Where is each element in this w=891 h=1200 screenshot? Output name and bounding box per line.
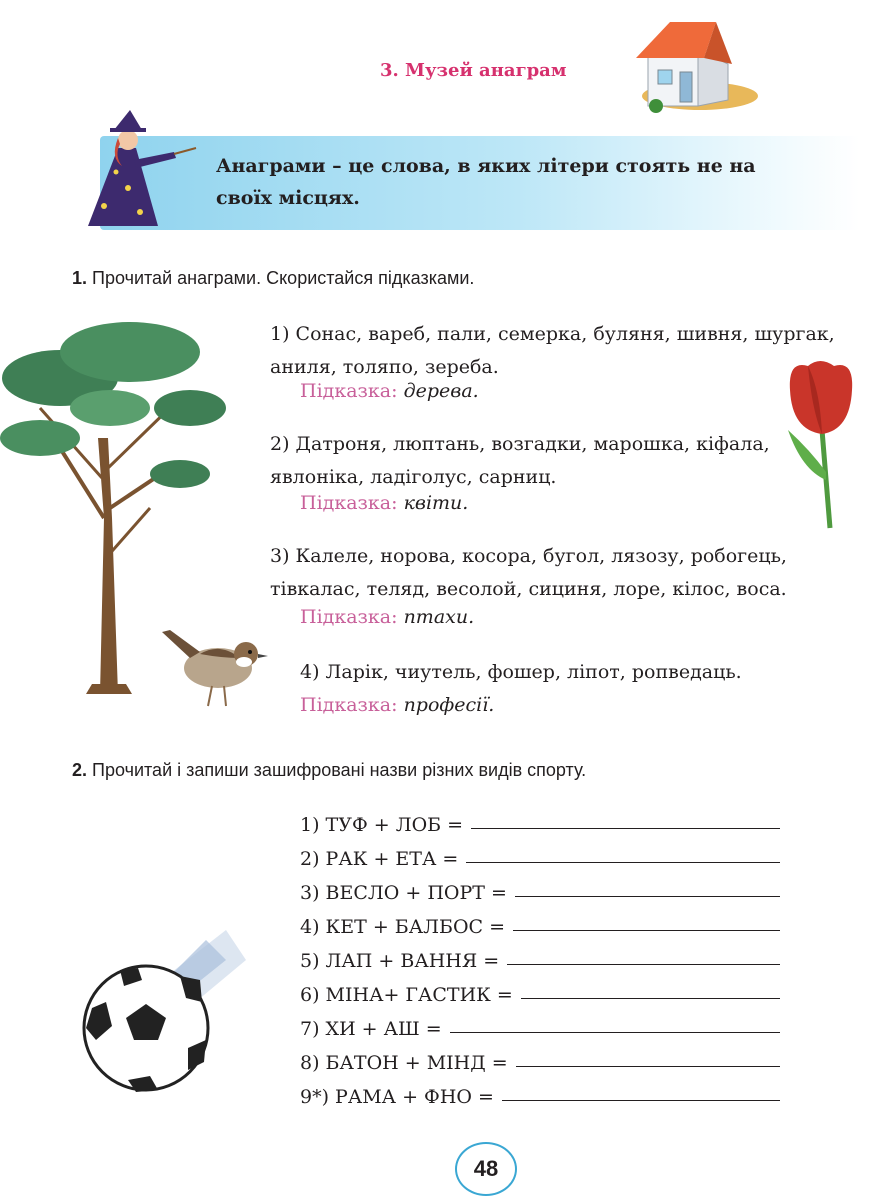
sport-item: [300, 870, 780, 904]
sport-item: [300, 836, 780, 870]
hint-label: Підказка:: [300, 492, 398, 514]
definition-term: Анаграми: [216, 155, 326, 177]
task1-item-3: 3) Калеле, норова, косора, бугол, лязозу, робогець, тівкалас, теляд, весолой, сициня, лоре, кілос, воса.: [270, 545, 787, 600]
answer-line[interactable]: [516, 1065, 780, 1067]
sport-item: [300, 1040, 780, 1074]
hint-value: квіти.: [403, 492, 469, 514]
task1-instruction: Прочитай анаграми. Скористайся підказками.: [87, 268, 475, 288]
sport-item: [300, 972, 780, 1006]
answer-line[interactable]: [502, 1099, 780, 1101]
house-icon: [600, 14, 760, 114]
sport-item: [300, 802, 780, 836]
task1-hint-1: [300, 380, 479, 402]
task1-hint-4: [300, 694, 494, 716]
hint-label: Підказка:: [300, 694, 398, 716]
sport-item-text: 6) МІНА+ ГАСТИК =: [300, 984, 513, 1006]
sport-item-text: 7) ХИ + АШ =: [300, 1018, 442, 1040]
task1-item-1: 1) Сонас, вареб, пали, семерка, буляня, шивня, шургак, аниля, толяпо, зереба.: [270, 323, 835, 378]
sport-list: [300, 802, 780, 1108]
hint-label: Підказка:: [300, 606, 398, 628]
answer-line[interactable]: [515, 895, 780, 897]
hint-value: професії.: [403, 694, 495, 716]
sparrow-icon: [160, 618, 268, 710]
task2-instruction: Прочитай і запиши зашифровані назви різних видів спорту.: [87, 760, 587, 780]
sport-item-text: 9*) РАМА + ФНО =: [300, 1086, 494, 1108]
task1-number: 1.: [72, 268, 88, 288]
hint-label: Підказка:: [300, 380, 398, 402]
task1-hint-2: [300, 492, 468, 514]
sport-item-text: 4) КЕТ + БАЛБОС =: [300, 916, 506, 938]
task2-number: 2.: [72, 760, 88, 780]
sport-item: [300, 938, 780, 972]
sport-item-text: 1) ТУФ + ЛОБ =: [300, 814, 464, 836]
sport-item-text: 5) ЛАП + ВАННЯ =: [300, 950, 500, 972]
definition-body: – це слова, в яких літери стоять не на своїх місцях.: [216, 155, 756, 209]
answer-line[interactable]: [513, 929, 780, 931]
sport-item: [300, 904, 780, 938]
task1-hint-3: [300, 606, 474, 628]
soccer-ball-icon: [76, 930, 246, 1100]
sport-item-text: 3) ВЕСЛО + ПОРТ =: [300, 882, 507, 904]
answer-line[interactable]: [507, 963, 780, 965]
sport-item: [300, 1006, 780, 1040]
answer-line[interactable]: [521, 997, 780, 999]
task2-heading: [72, 760, 586, 781]
section-title: 3. Музей анаграм: [380, 60, 567, 81]
sport-item-text: 8) БАТОН + МІНД =: [300, 1052, 508, 1074]
sport-item-text: 2) РАК + ЕТА =: [300, 848, 459, 870]
hint-value: дерева.: [403, 380, 479, 402]
answer-line[interactable]: [471, 827, 780, 829]
task1-item-2: 2) Датроня, люптань, возгадки, марошка, кіфала, явлоніка, ладіголус, сарниц.: [270, 433, 770, 488]
answer-line[interactable]: [466, 861, 780, 863]
definition-text: [216, 150, 816, 214]
wizard-icon: [70, 108, 200, 228]
answer-line[interactable]: [450, 1031, 780, 1033]
hint-value: птахи.: [403, 606, 475, 628]
tulip-icon: [782, 360, 860, 530]
page-number: 48: [455, 1142, 517, 1196]
task1-item-4: 4) Ларік, чиутель, фошер, ліпот, ропведаць.: [300, 661, 742, 683]
task1-heading: [72, 268, 474, 289]
sport-item: [300, 1074, 780, 1108]
